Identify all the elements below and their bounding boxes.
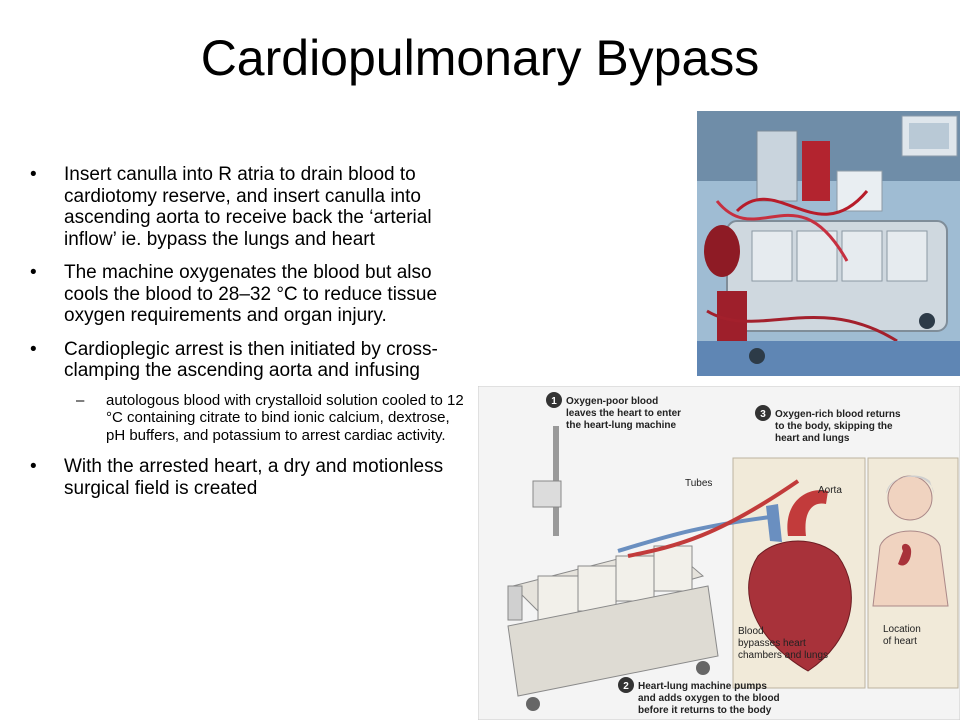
aorta-label: Aorta <box>818 485 842 496</box>
sub-bullet-text: autologous blood with crystalloid solution cooled to 12 °C containing citrate to bind ionic calcium, dextrose, pH buffers, and potassium to arrest cardiac activity. <box>106 391 464 444</box>
blood-label-line: chambers and lungs <box>738 650 829 661</box>
step3-number: 3 <box>760 409 766 420</box>
location-label-line: Location <box>883 624 921 635</box>
step2-line: Heart-lung machine pumps <box>638 681 767 692</box>
bullet-marker: • <box>30 164 37 185</box>
bullet-marker: • <box>30 456 37 477</box>
bullet-text: With the arrested heart, a dry and motionless surgical field is created <box>64 456 444 499</box>
bullet-marker: • <box>30 262 37 283</box>
heart-lung-machine-photo <box>697 111 960 376</box>
bullet-text: The machine oxygenates the blood but also cools the blood to 28–32 °C to reduce tissue oxygen requirements and organ injury. <box>64 262 438 326</box>
step3-line: heart and lungs <box>775 433 850 444</box>
sub-bullet-marker: – <box>76 391 85 409</box>
step3-line: Oxygen-rich blood returns <box>775 409 901 420</box>
sub-bullet-item <box>30 392 470 445</box>
bullet-item <box>30 164 470 250</box>
bullet-marker: • <box>30 338 37 360</box>
bypass-diagram <box>478 386 960 720</box>
step1-number: 1 <box>551 396 557 407</box>
location-label-line: of heart <box>883 636 917 647</box>
step2-line: before it returns to the body <box>638 705 772 716</box>
bullet-item <box>30 262 470 327</box>
slide-title: Cardiopulmonary Bypass <box>200 30 760 86</box>
bullet-text: Cardioplegic arrest is then initiated by cross-clamping the ascending aorta and infusing <box>64 338 438 381</box>
bullet-text: Insert canulla into R atria to drain blood to cardiotomy reserve, and insert canulla into ascending aorta to receive back the ‘arterial inflow’ ie. bypass the lungs and heart <box>64 164 432 250</box>
step1-line: Oxygen-poor blood <box>566 396 659 407</box>
blood-label-line: Blood <box>738 626 764 637</box>
step1-line: the heart-lung machine <box>566 420 677 431</box>
step3-line: to the body, skipping the <box>775 421 893 432</box>
step1-line: leaves the heart to enter <box>566 408 682 419</box>
tubes-label: Tubes <box>685 478 713 489</box>
bullet-item <box>30 456 470 499</box>
bullet-item <box>30 339 470 382</box>
blood-label-line: bypasses heart <box>738 638 806 649</box>
step2-number: 2 <box>623 681 629 692</box>
step2-line: and adds oxygen to the blood <box>638 693 780 704</box>
bullet-list <box>30 164 470 511</box>
